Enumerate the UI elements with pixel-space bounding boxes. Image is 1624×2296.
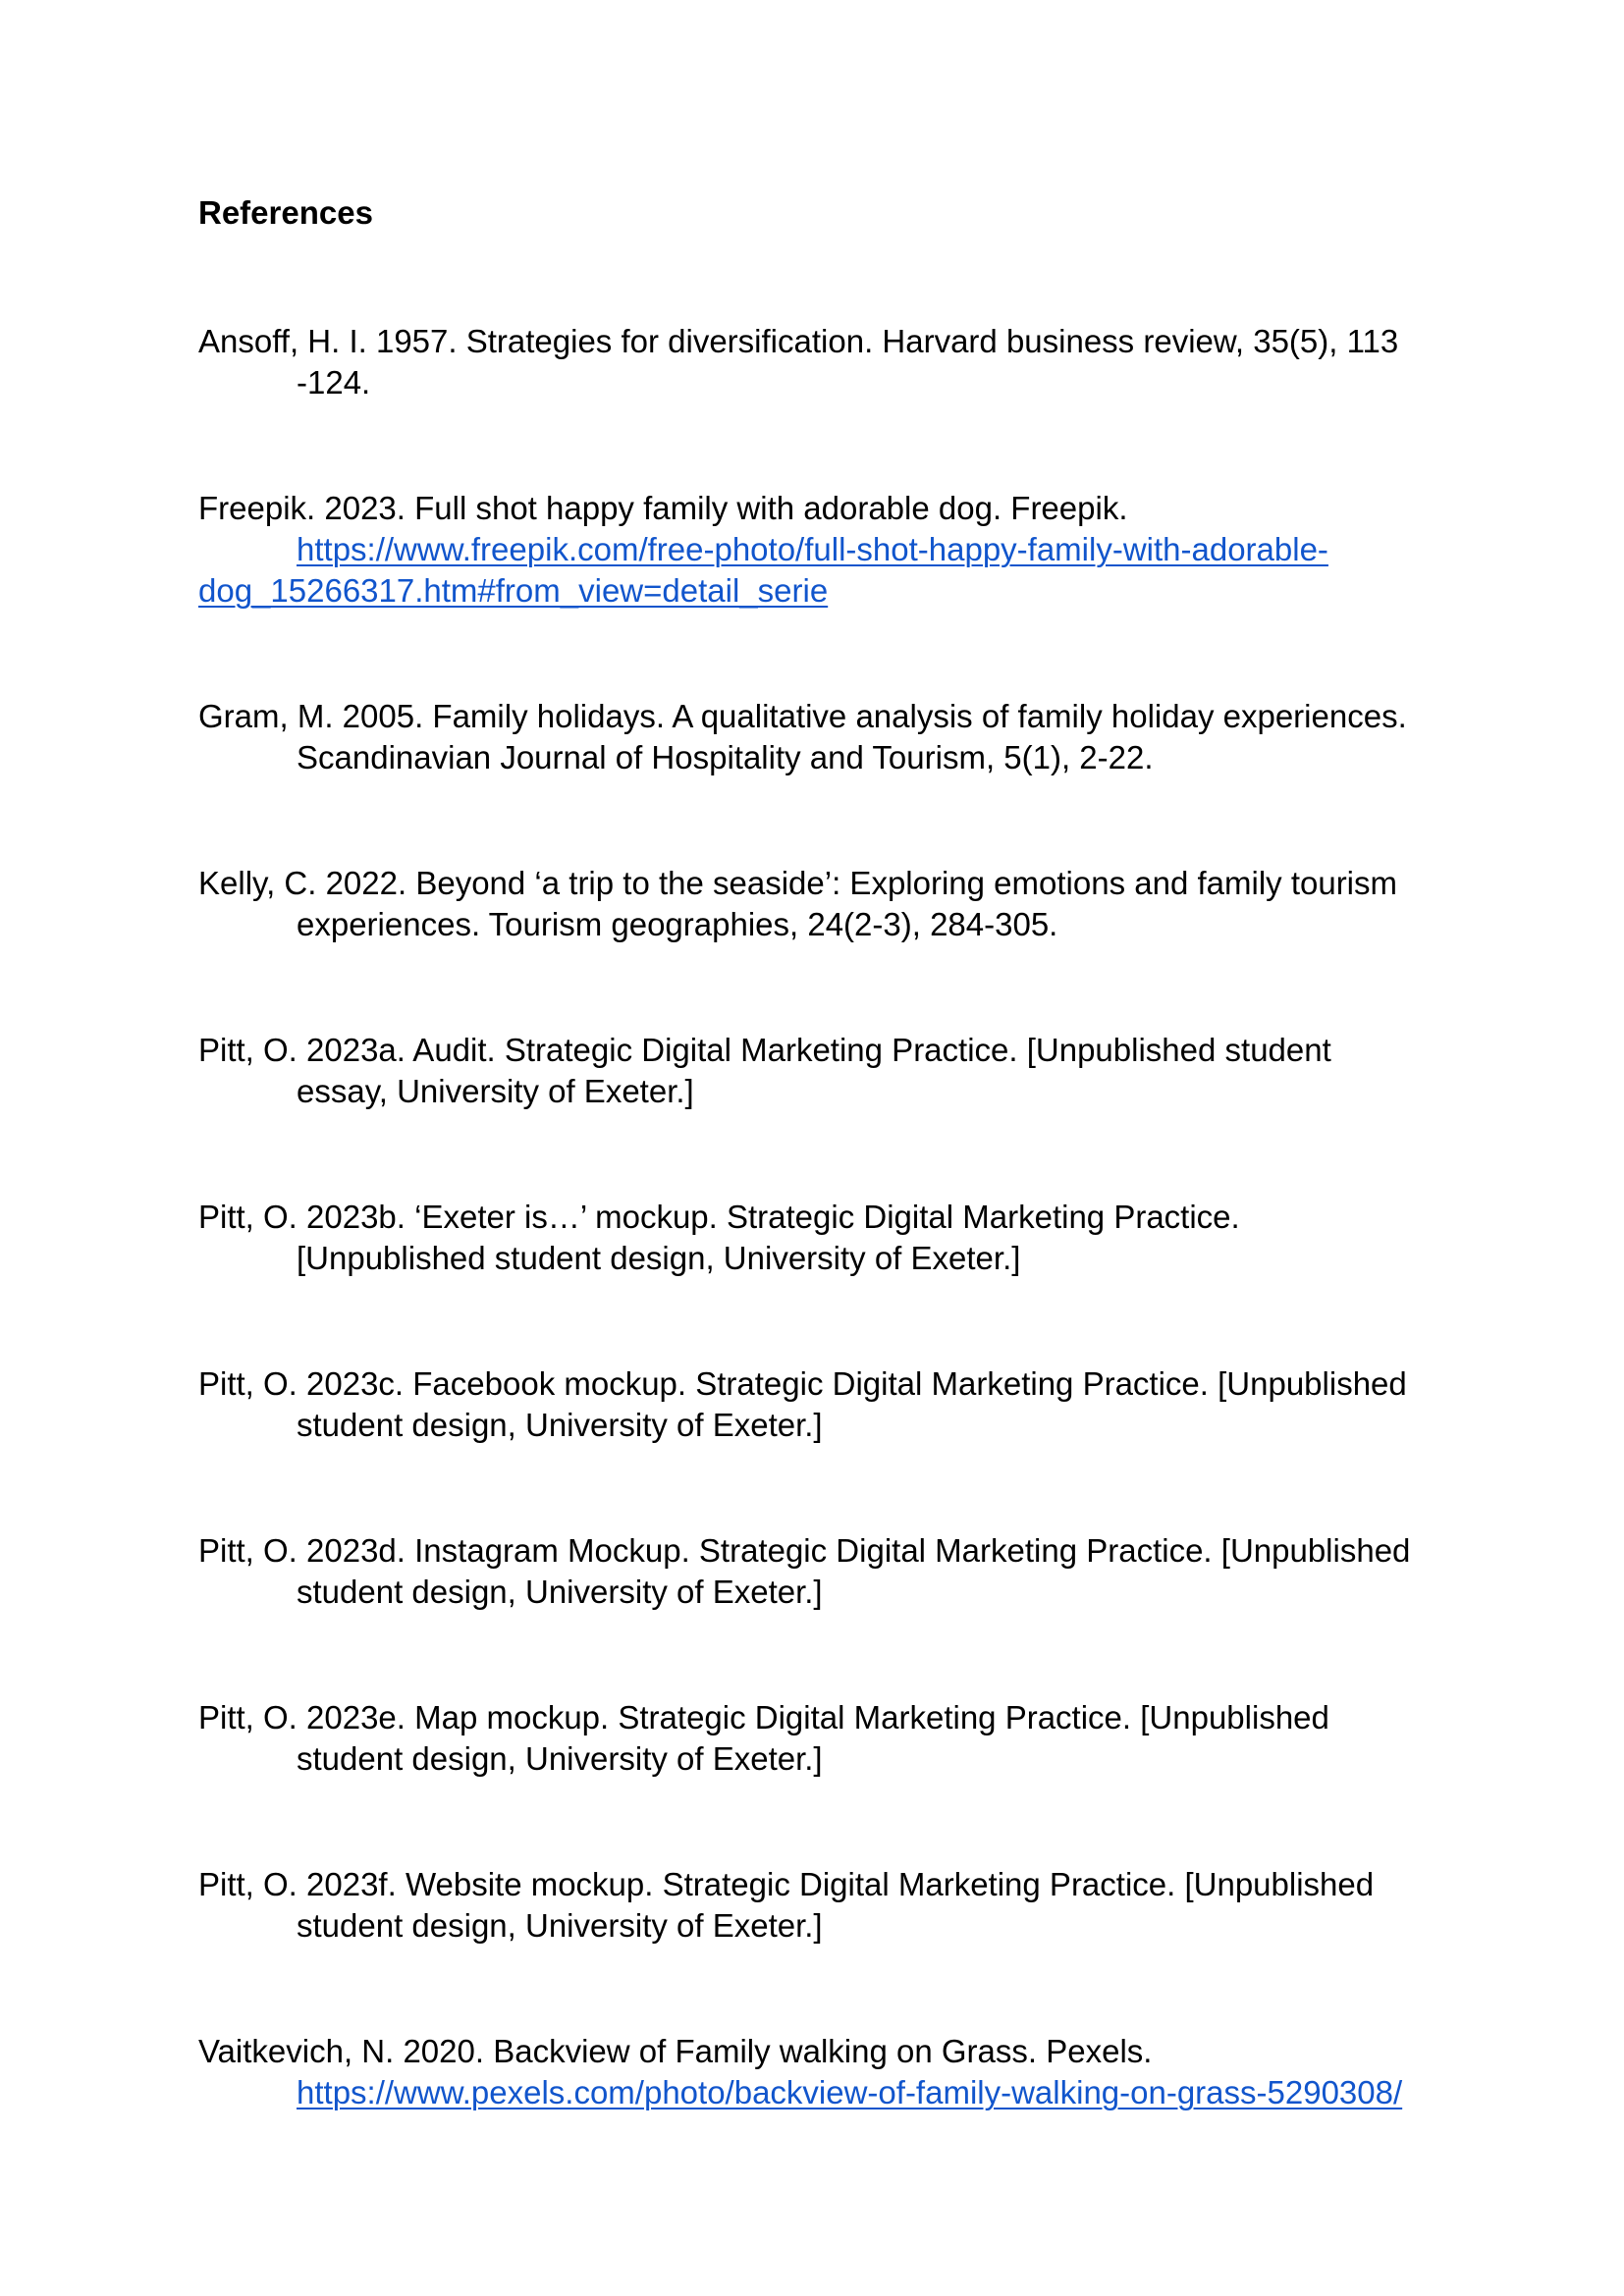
reference-text: Pitt, O. 2023d. Instagram Mockup. Strategic Digital Marketing Practice. [Unpublished	[198, 1532, 1411, 1569]
reference-text-continued: student design, University of Exeter.]	[297, 1574, 823, 1610]
reference-text-continued: Scandinavian Journal of Hospitality and Tourism, 5(1), 2-22.	[297, 739, 1154, 775]
reference-text: Pitt, O. 2023e. Map mockup. Strategic Digital Marketing Practice. [Unpublished	[198, 1699, 1329, 1735]
reference-text: Vaitkevich, N. 2020. Backview of Family walking on Grass. Pexels.	[198, 2033, 1153, 2069]
reference-text-continued: [Unpublished student design, University of Exeter.]	[297, 1240, 1021, 1276]
reference-entry-pitt-2023f	[198, 1864, 1465, 1947]
reference-text: Gram, M. 2005. Family holidays. A qualitative analysis of family holiday experiences.	[198, 698, 1407, 734]
reference-text: Kelly, C. 2022. Beyond ‘a trip to the seaside’: Exploring emotions and family tourism	[198, 865, 1397, 901]
reference-text: Freepik. 2023. Full shot happy family with adorable dog. Freepik.	[198, 490, 1128, 526]
reference-entry-pitt-2023d	[198, 1530, 1465, 1613]
reference-text: Pitt, O. 2023a. Audit. Strategic Digital Marketing Practice. [Unpublished student	[198, 1032, 1331, 1068]
reference-entry-freepik	[198, 488, 1465, 612]
reference-text-continued: student design, University of Exeter.]	[297, 1907, 823, 1944]
reference-entry-ansoff	[198, 321, 1465, 403]
reference-text: Pitt, O. 2023c. Facebook mockup. Strategic Digital Marketing Practice. [Unpublished	[198, 1365, 1407, 1402]
reference-entry-pitt-2023b	[198, 1197, 1465, 1279]
reference-text: Ansoff, H. I. 1957. Strategies for diversification. Harvard business review, 35(5), 113	[198, 323, 1399, 359]
reference-link-freepik[interactable]: https://www.freepik.com/free-photo/full-shot-happy-family-with-adorable-	[297, 531, 1328, 567]
reference-entry-pitt-2023a	[198, 1030, 1465, 1112]
reference-text: Pitt, O. 2023b. ‘Exeter is…’ mockup. Strategic Digital Marketing Practice.	[198, 1199, 1240, 1235]
reference-entry-pitt-2023e	[198, 1697, 1465, 1780]
reference-text-continued: student design, University of Exeter.]	[297, 1407, 823, 1443]
reference-entry-vaitkevich	[198, 2031, 1465, 2113]
references-heading: References	[198, 194, 373, 231]
reference-text-continued: essay, University of Exeter.]	[297, 1073, 694, 1109]
reference-entry-gram	[198, 696, 1465, 778]
reference-link-pexels[interactable]: https://www.pexels.com/photo/backview-of-family-walking-on-grass-5290308/	[297, 2074, 1403, 2110]
reference-text: Pitt, O. 2023f. Website mockup. Strategic Digital Marketing Practice. [Unpublished	[198, 1866, 1375, 1902]
reference-text-continued: experiences. Tourism geographies, 24(2-3), 284-305.	[297, 906, 1058, 942]
reference-link-freepik-continued[interactable]: dog_15266317.htm#from_view=detail_serie	[198, 572, 829, 609]
reference-text-continued: student design, University of Exeter.]	[297, 1740, 823, 1777]
reference-entry-kelly	[198, 863, 1465, 945]
reference-entry-pitt-2023c	[198, 1363, 1465, 1446]
reference-text-continued: -124.	[297, 364, 371, 400]
